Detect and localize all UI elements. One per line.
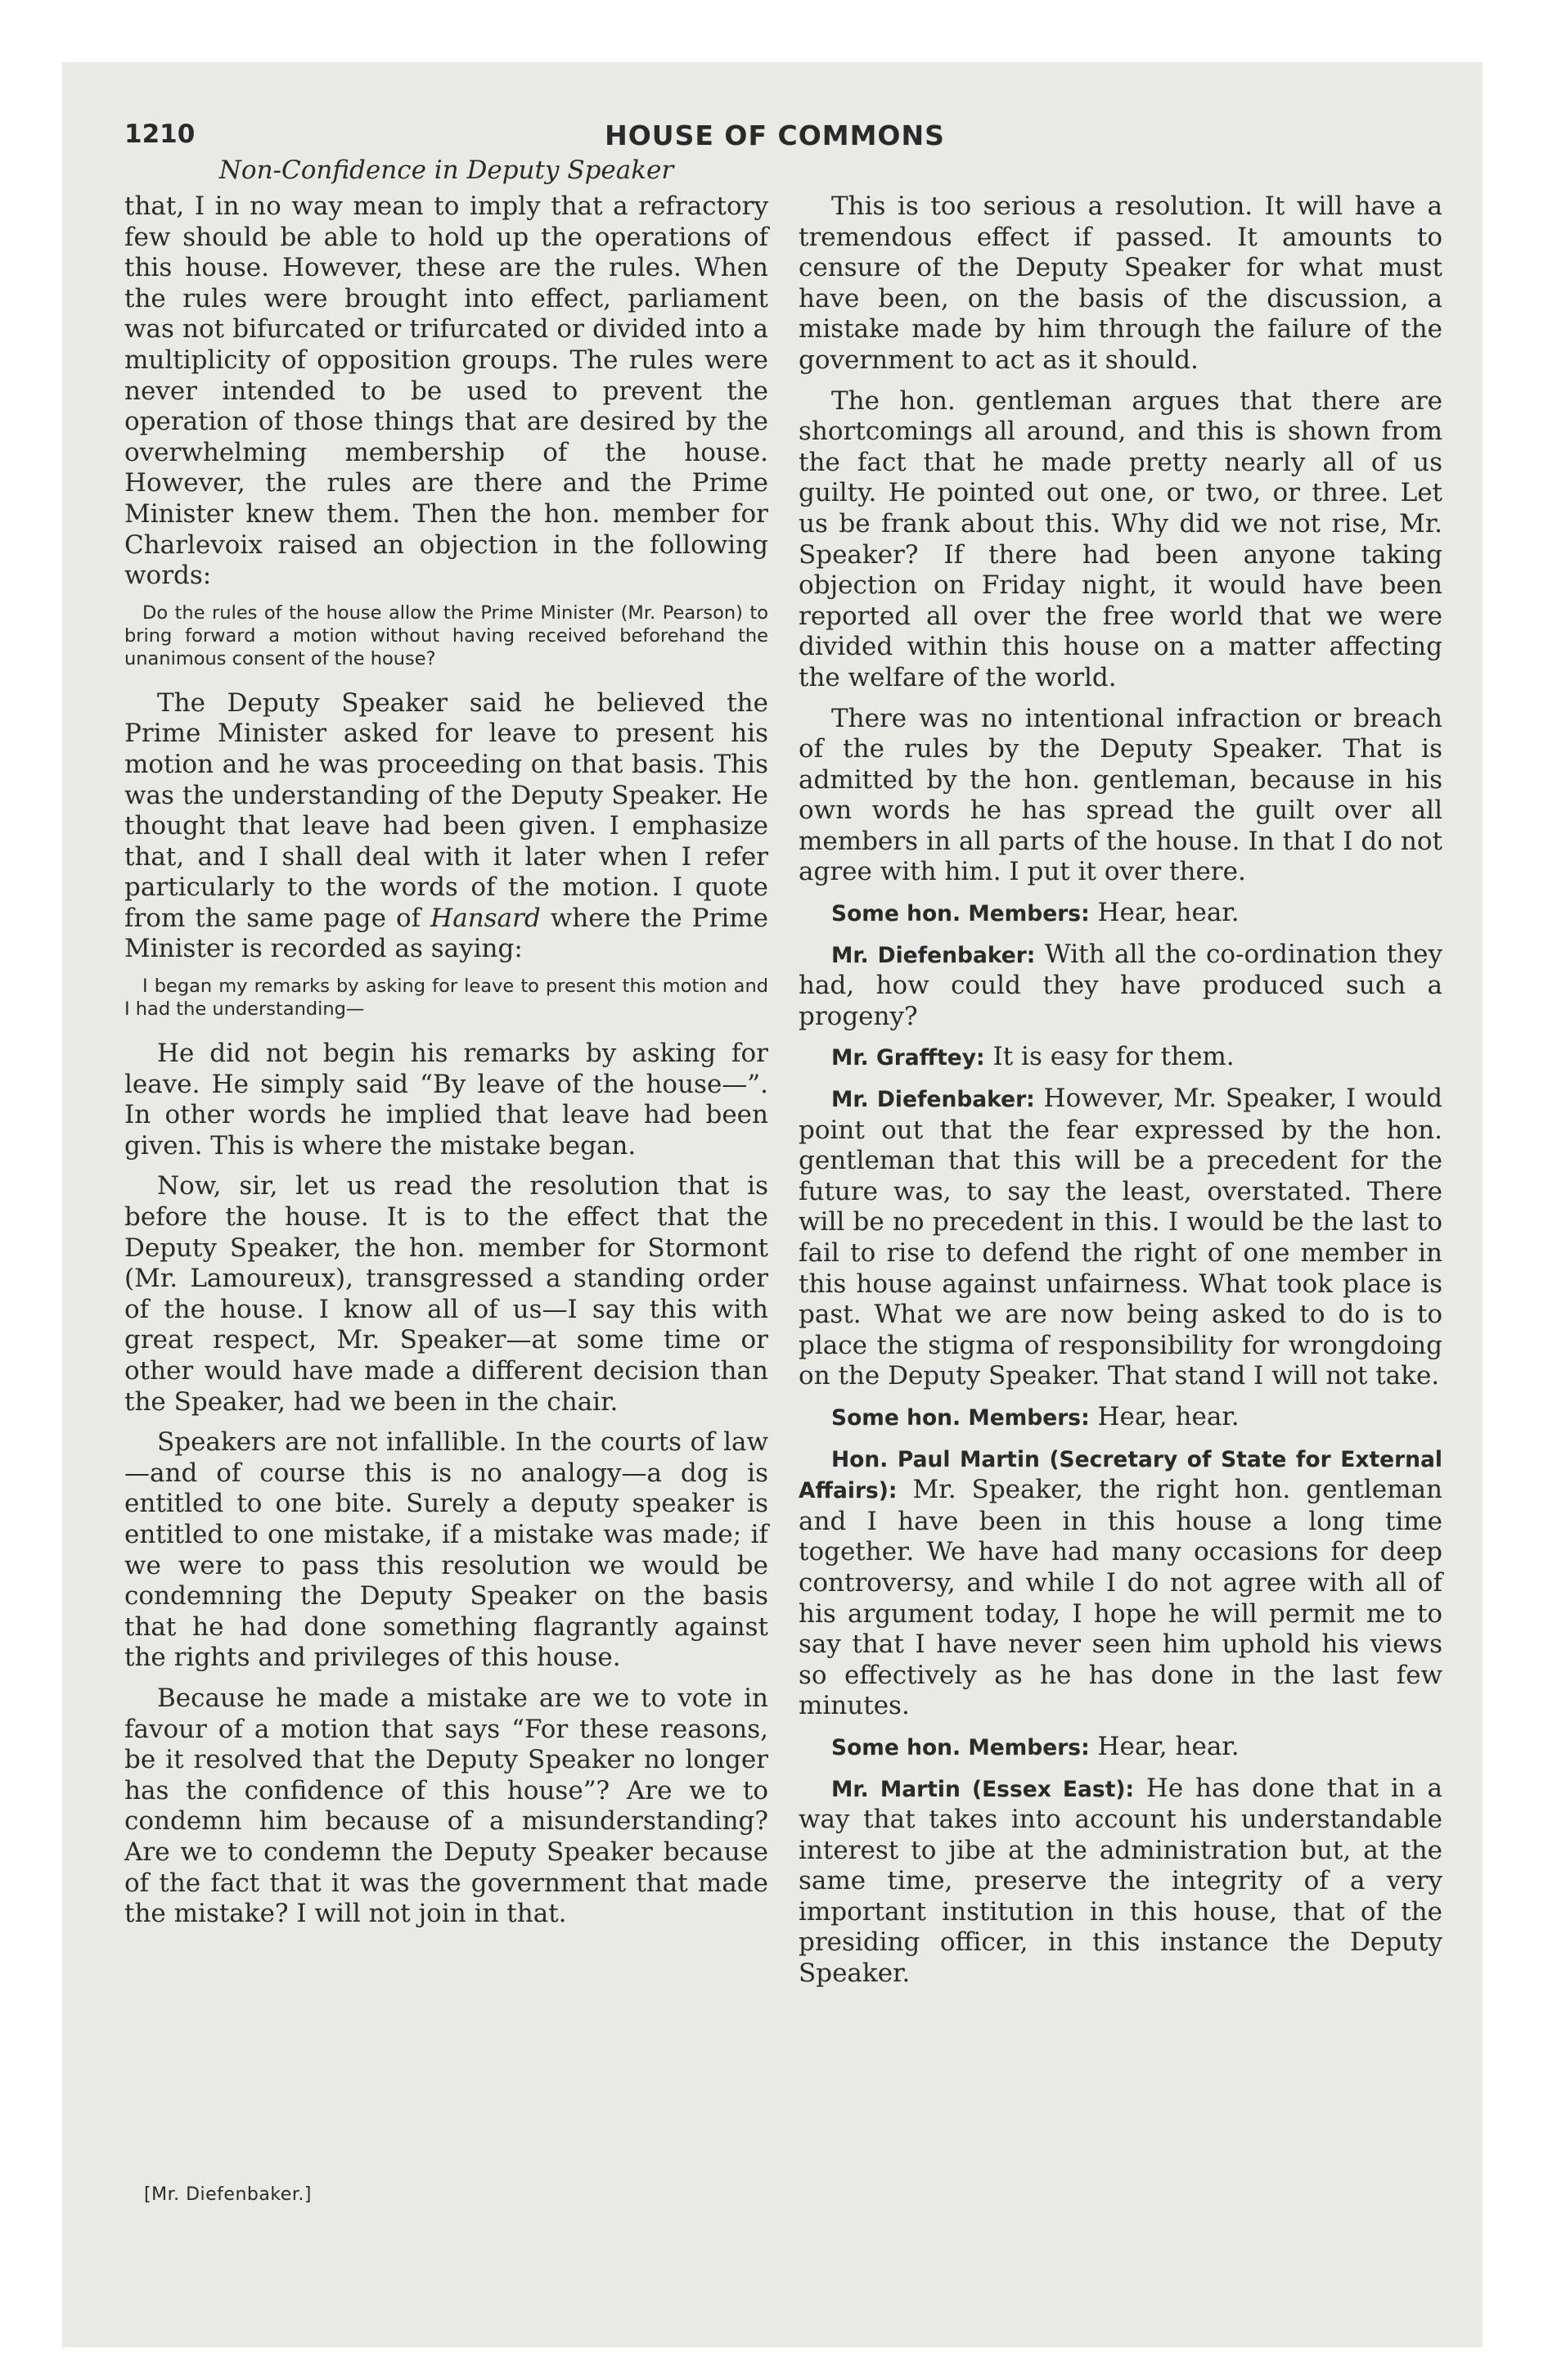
paragraph: He did not begin his remarks by asking for leave. He simply said “By leave of the house—”. In other words he implied that leave had been given. This is where the mistake began. <box>124 1039 768 1161</box>
speech-text: Hear, hear. <box>1089 1401 1240 1431</box>
speech-entry <box>799 1732 1442 1764</box>
paragraph <box>124 688 768 965</box>
speaker-name: Mr. Martin (Essex East): <box>831 1776 1135 1802</box>
running-title: HOUSE OF COMMONS <box>605 119 945 151</box>
speech-entry <box>799 940 1442 1033</box>
paragraph: Because he made a mistake are we to vote in favour of a motion that says “For these reasons, be it resolved that the Deputy Speaker no longer has the confidence of this house”? Are we to condemn him because of a misunderstanding? Are we to condemn the Deputy Speaker because of the fact that it was the government that made the mistake? I will not join in that. <box>124 1683 768 1929</box>
speech-text: It is easy for them. <box>984 1042 1235 1072</box>
speaker-name: Mr. Diefenbaker: <box>831 1087 1035 1113</box>
right-column <box>799 192 1442 1999</box>
speaker-name: Some hon. Members: <box>831 1404 1090 1431</box>
speech-entry <box>799 1402 1442 1434</box>
speech-text: However, Mr. Speaker, I would point out that the fear expressed by the hon. gentleman that this will be a precedent for the future was, to say the least, overstated. There will be no precedent in this. I would be the last to fail to rise to defend the right of one member in this house against unfairness. What took place is past. What we are now being asked to do is to place the stigma of responsibility for wrongdoing on the Deputy Speaker. That stand I will not take. <box>799 1084 1442 1391</box>
speaker-name: Hon. Paul Martin (Secretary of State for External Affairs): <box>799 1446 1442 1504</box>
speech-entry <box>799 1084 1442 1392</box>
hansard-title: Hansard <box>430 903 541 933</box>
subject-heading: Non-Confidence in Deputy Speaker <box>218 156 674 185</box>
speaker-name: Some hon. Members: <box>831 901 1090 927</box>
speaker-name: Mr. Grafftey: <box>831 1045 985 1071</box>
block-quote: I began my remarks by asking for leave to present this motion and I had the understanding— <box>124 976 768 1021</box>
speaker-name: Some hon. Members: <box>831 1734 1090 1760</box>
speech-entry <box>799 1444 1442 1722</box>
paragraph: that, I in no way mean to imply that a refractory few should be able to hold up the operations of this house. However, these are the rules. When the rules were brought into effect, parliament was not bifurcated or trifurcated or divided into a multiplicity of opposition groups. The rules were never intended to be used to prevent the operation of those things that are desired by the overwhelming membership of the house. However, the rules are there and the Prime Minister knew them. Then the hon. member for Charlevoix raised an objection in the following words: <box>124 192 768 591</box>
paragraph-text: where the Prime Minister is recorded as saying: <box>124 903 768 964</box>
block-quote: Do the rules of the house allow the Prime Minister (Mr. Pearson) to bring forward a motion without having received beforehand the unanimous consent of the house? <box>124 602 768 669</box>
paragraph: Speakers are not infallible. In the courts of law—and of course this is no analogy—a dog is entitled to one bite. Surely a deputy speaker is entitled to one mistake, if a mistake was made; if we were to pass this resolution we would be condemning the Deputy Speaker on the basis that he had done something flagrantly against the rights and privileges of this house. <box>124 1427 768 1673</box>
paragraph: There was no intentional infraction or breach of the rules by the Deputy Speaker. That is admitted by the hon. gentleman, because in his own words he has spread the guilt over all members in all parts of the house. In that I do not agree with him. I put it over there. <box>799 703 1442 887</box>
paragraph: Now, sir, let us read the resolution that is before the house. It is to the effect that the Deputy Speaker, the hon. member for Stormont (Mr. Lamoureux), transgressed a standing order of the house. I know all of us—I say this with great respect, Mr. Speaker—at some time or other would have made a different decision than the Speaker, had we been in the chair. <box>124 1171 768 1417</box>
speech-entry <box>799 898 1442 930</box>
speech-text: Hear, hear. <box>1089 898 1240 928</box>
speech-text: Mr. Speaker, the right hon. gentleman and I have been in this house a long time together. We have had many occasions for deep controversy, and while I do not agree with all of his argument today, I hope he will permit me to say that I have never seen him uphold his views so effectively as he has done in the last few minutes. <box>799 1475 1442 1721</box>
paragraph: The hon. gentleman argues that there are shortcomings all around, and this is shown from the fact that he made pretty nearly all of us guilty. He pointed out one, or two, or three. Let us be frank about this. Why did we not rise, Mr. Speaker? If there had been anyone taking objection on Friday night, it would have been reported all over the free world that we were divided within this house on a matter affecting the welfare of the world. <box>799 385 1442 692</box>
speech-entry <box>799 1042 1442 1074</box>
speech-text: With all the co-ordination they had, how could they have produced such a progeny? <box>799 939 1442 1031</box>
speech-text: Hear, hear. <box>1089 1731 1240 1761</box>
paragraph: This is too serious a resolution. It will have a tremendous effect if passed. It amounts to censure of the Deputy Speaker for what must have been, on the basis of the discussion, a mistake made by him through the failure of the government to act as it should. <box>799 192 1442 375</box>
footer-speaker-note: [Mr. Diefenbaker.] <box>144 2184 312 2205</box>
speech-text: He has done that in a way that takes into account his understandable interest to jibe at the administration but, at the same time, preserve the integrity of a very important institution in this house, that of the presiding officer, in this instance the Deputy Speaker. <box>799 1773 1443 1989</box>
speech-entry <box>799 1774 1442 1990</box>
left-column <box>124 192 768 1940</box>
page-number: 1210 <box>124 119 196 149</box>
page-header <box>124 119 1425 160</box>
paragraph-text: The Deputy Speaker said he believed the Prime Minister asked for leave to present his motion and he was proceeding on that basis. This was the understanding of the Deputy Speaker. He thought that leave had been given. I emphasize that, and I shall deal with it later when I refer particularly to the words of the motion. I quote from the same page of <box>124 687 768 933</box>
speaker-name: Mr. Diefenbaker: <box>831 942 1036 968</box>
